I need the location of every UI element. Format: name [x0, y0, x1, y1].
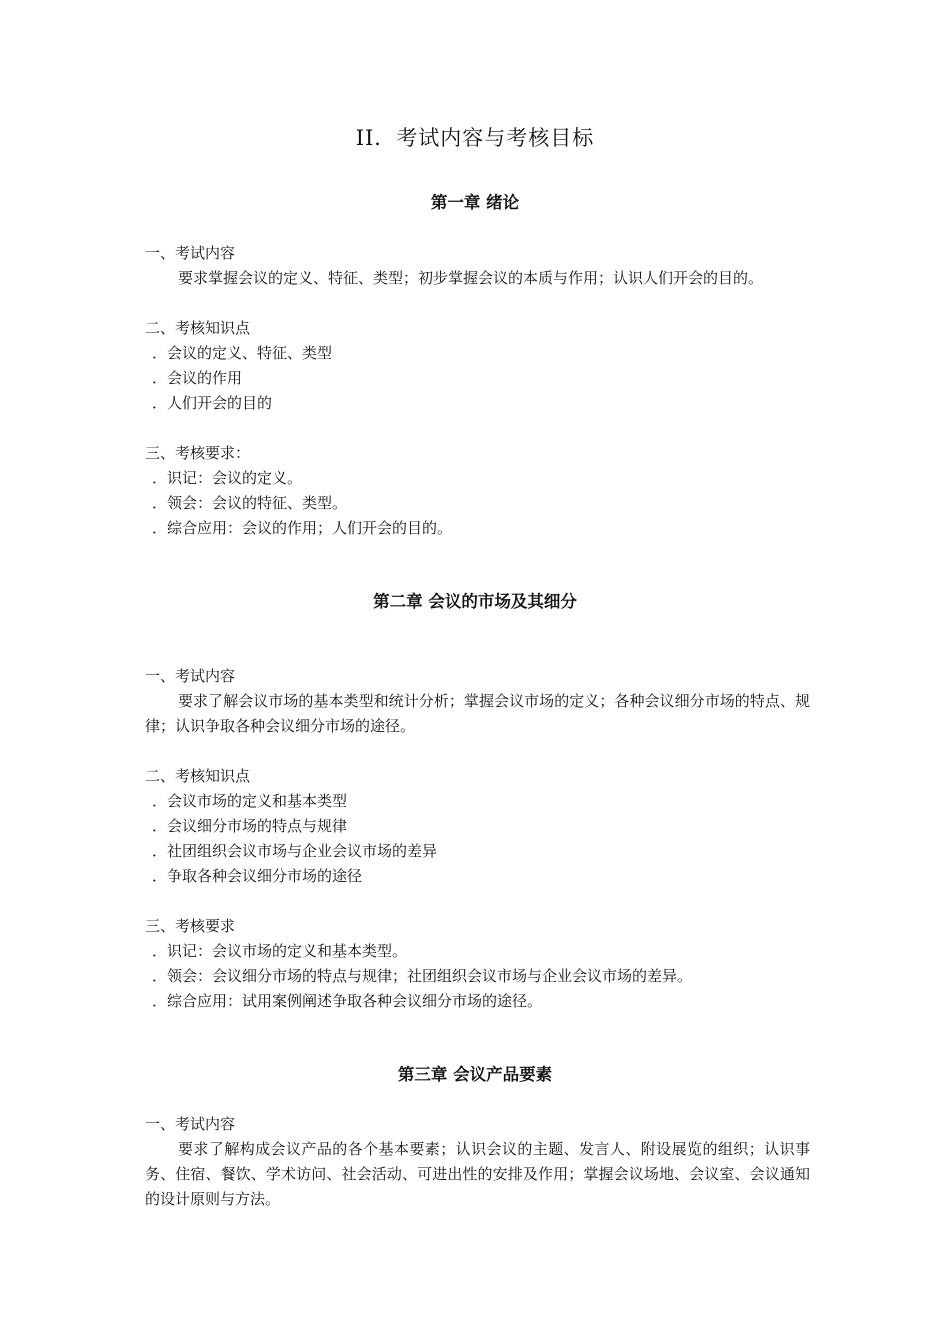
chapter-1-requirements-heading: 三、考核要求：	[145, 444, 251, 462]
chapter-1-content-text: 要求掌握会议的定义、特征、类型；初步掌握会议的本质与作用；认识人们开会的目的。	[178, 269, 764, 287]
chapter-1-title: 第一章 绪论	[430, 193, 520, 212]
chapter-2-requirement: ．领会：会议细分市场的特点与规律；社团组织会议市场与企业会议市场的差异。	[152, 967, 693, 985]
chapter-2-requirement: ．综合应用：试用案例阐述争取各种会议细分市场的途径。	[152, 992, 543, 1010]
chapter-3-content-text: 要求了解构成会议产品的各个基本要素；认识会议的主题、发言人、附设展览的组织；认识事务、住宿、餐饮、学术访问、社会活动、可进出性的安排及作用；掌握会议场地、会议室、会议通知的设计原则与方法。	[145, 1140, 810, 1208]
chapter-3-body	[145, 1112, 810, 1212]
chapter-2-point: ．社团组织会议市场与企业会议市场的差异	[152, 842, 438, 860]
chapter-2-content-heading: 一、考试内容	[145, 667, 236, 685]
chapter-1-content-heading: 一、考试内容	[145, 244, 236, 262]
chapter-2-requirement: ．识记：会议市场的定义和基本类型。	[152, 942, 408, 960]
chapter-1-requirement: ．综合应用：会议的作用；人们开会的目的。	[152, 519, 453, 537]
chapter-2-point: ．会议细分市场的特点与规律	[152, 817, 348, 835]
chapter-1-point: ．人们开会的目的	[152, 394, 273, 412]
chapter-1-requirement: ．领会：会议的特征、类型。	[152, 494, 348, 512]
chapter-1-point: ．会议的作用	[152, 369, 243, 387]
chapter-2-body	[145, 664, 810, 1014]
chapter-2-points-heading: 二、考核知识点	[145, 767, 251, 785]
chapter-2-content-text: 要求了解会议市场的基本类型和统计分析；掌握会议市场的定义；各种会议细分市场的特点、规律；认识争取各种会议细分市场的途径。	[145, 692, 810, 735]
chapter-1-body	[145, 241, 810, 541]
chapter-2-requirements-heading: 三、考核要求	[145, 917, 236, 935]
chapter-1-points-heading: 二、考核知识点	[145, 319, 251, 337]
page-title: II．考试内容与考核目标	[355, 126, 595, 150]
chapter-2-title: 第二章 会议的市场及其细分	[373, 592, 577, 611]
chapter-3-title: 第三章 会议产品要素	[397, 1065, 553, 1084]
chapter-1-point: ．会议的定义、特征、类型	[152, 344, 333, 362]
chapter-1-requirement: ．识记：会议的定义。	[152, 469, 303, 487]
chapter-2-point: ．会议市场的定义和基本类型	[152, 792, 348, 810]
chapter-3-content-heading: 一、考试内容	[145, 1115, 236, 1133]
chapter-2-point: ．争取各种会议细分市场的途径	[152, 867, 363, 885]
